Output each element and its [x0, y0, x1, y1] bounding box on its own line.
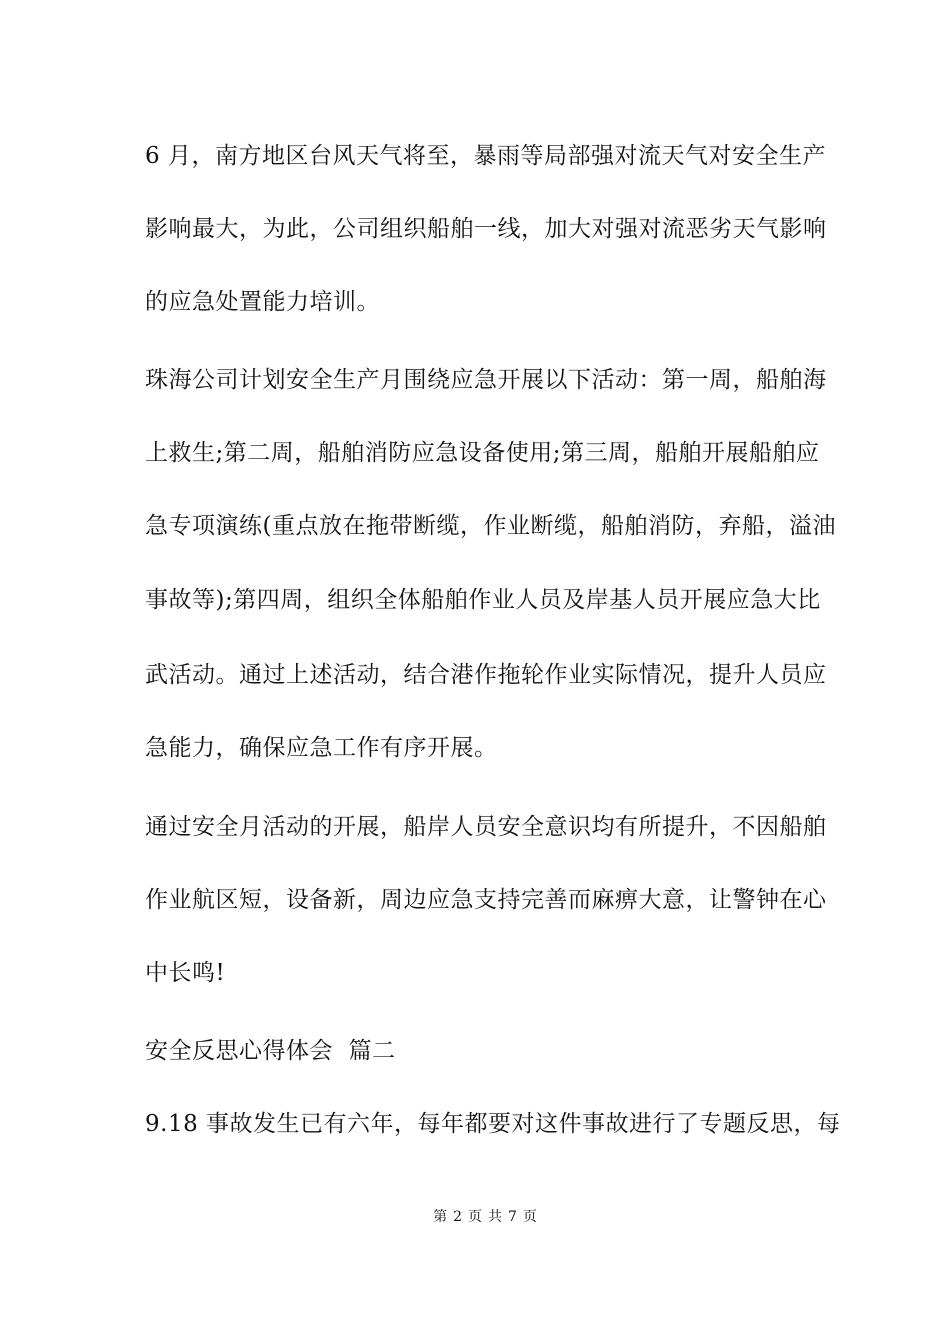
footer-total-label: 共	[488, 1209, 502, 1225]
text-line: 珠海公司计划安全生产月围绕应急开展以下活动：第一周，船舶海	[145, 367, 827, 393]
text-line: 上救生;第二周，船舶消防应急设备使用;第三周，船舶开展船舶应	[145, 440, 820, 466]
section-heading: 安全反思心得体会 篇二	[145, 1038, 396, 1064]
text-line: 事故等);第四周，组织全体船舶作业人员及岸基人员开展应急大比	[145, 587, 821, 613]
text-line: 作业航区短，设备新，周边应急支持完善而麻痹大意，让警钟在心	[145, 887, 827, 913]
footer-page-number: 2	[453, 1209, 462, 1225]
footer-total-pages: 7	[508, 1209, 517, 1225]
footer-suffix: 页	[522, 1209, 537, 1225]
footer-prefix: 第	[433, 1209, 448, 1225]
page-footer	[0, 1208, 950, 1226]
text-line: 9.18 事故发生已有六年，每年都要对这件事故进行了专题反思，每	[145, 1111, 841, 1137]
text-line: 中长鸣!	[145, 960, 226, 986]
text-line: 急专项演练(重点放在拖带断缆，作业断缆，船舶消防，弃船，溢油	[145, 513, 836, 539]
text-line: 武活动。通过上述活动，结合港作拖轮作业实际情况，提升人员应	[145, 662, 827, 688]
text-line: 6 月，南方地区台风天气将至，暴雨等局部强对流天气对安全生产	[145, 143, 826, 169]
footer-page-label: 页	[468, 1209, 482, 1225]
text-line: 急能力，确保应急工作有序开展。	[145, 735, 498, 761]
text-line: 影响最大，为此，公司组织船舶一线，加大对强对流恶劣天气影响	[145, 216, 827, 242]
text-line: 通过安全月活动的开展，船岸人员安全意识均有所提升，不因船舶	[145, 814, 827, 840]
text-line: 的应急处置能力培训。	[145, 289, 380, 315]
